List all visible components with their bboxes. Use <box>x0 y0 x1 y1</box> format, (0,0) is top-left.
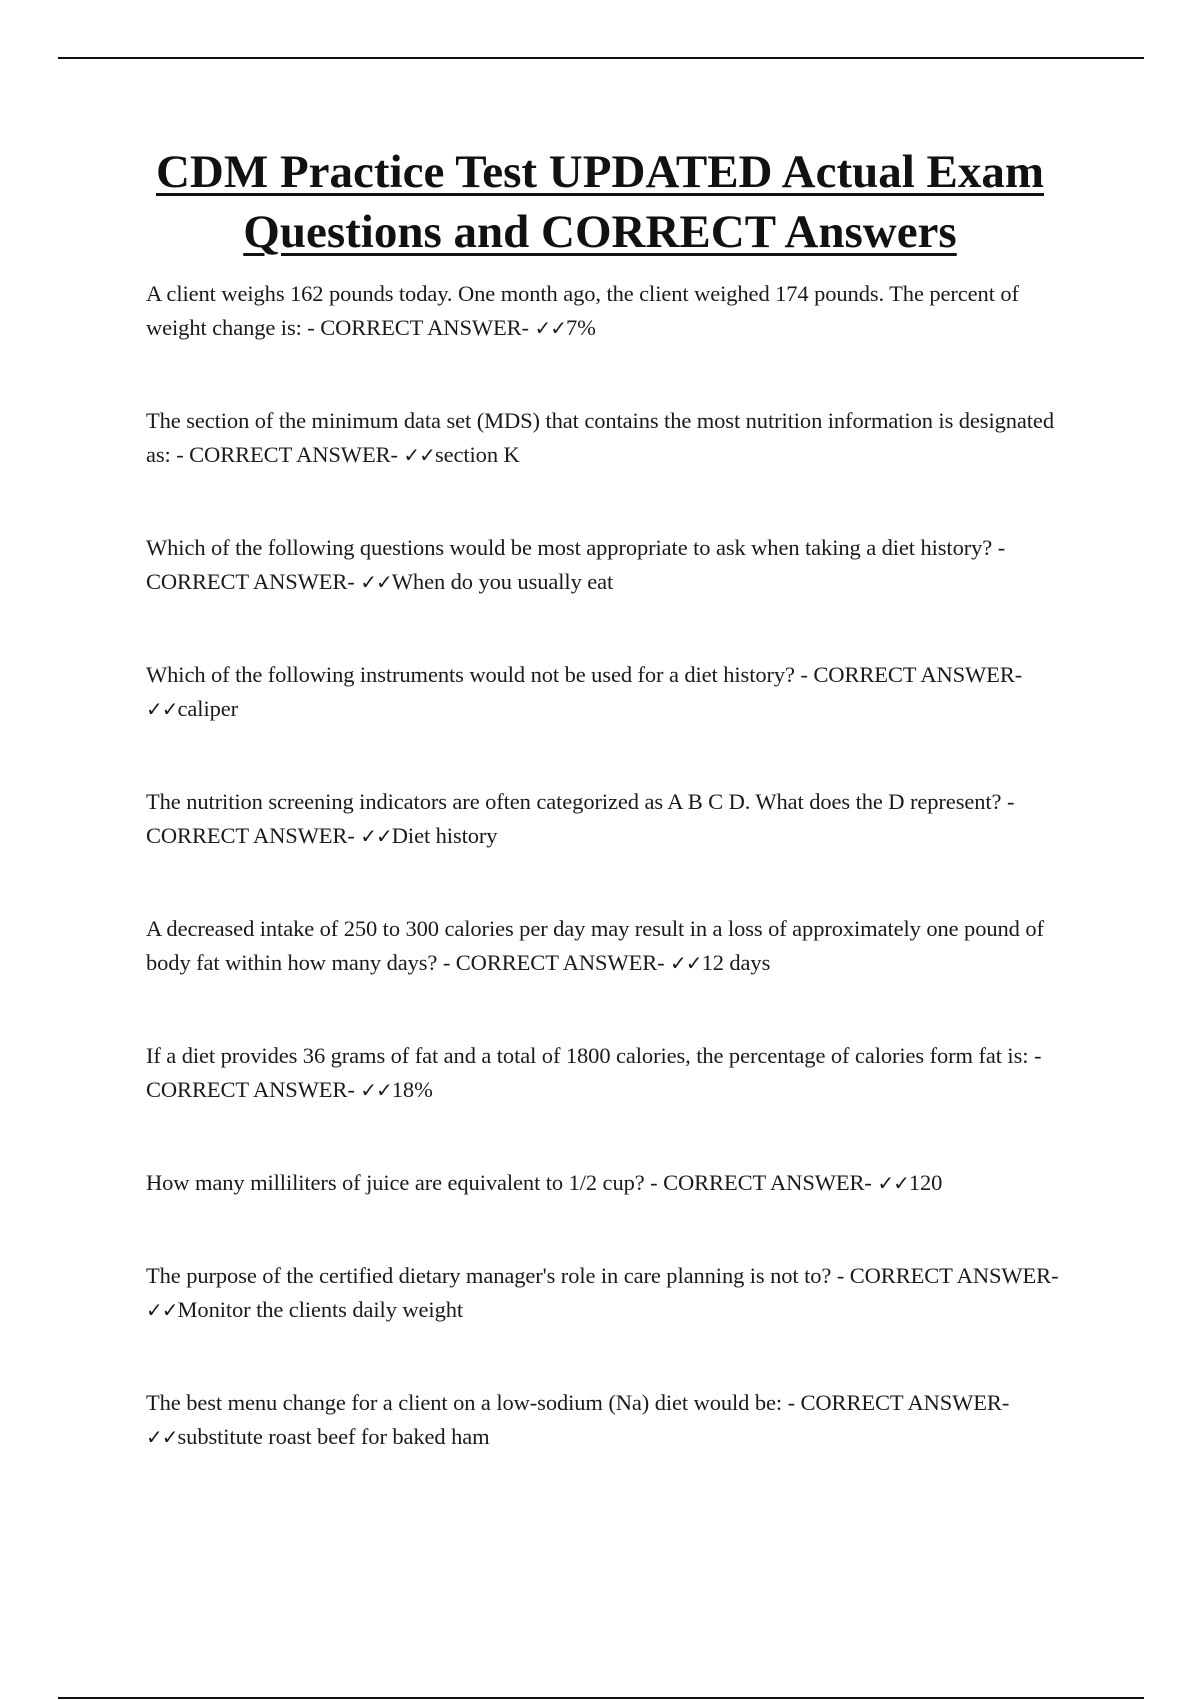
page-title: CDM Practice Test UPDATED Actual Exam Questions and CORRECT Answers <box>155 146 1045 258</box>
answer-text: section K <box>434 442 520 467</box>
answer-marker: - CORRECT ANSWER- <box>307 315 535 340</box>
answer-marker: - CORRECT ANSWER- <box>146 535 1006 594</box>
question-text: How many milliliters of juice are equivalent to 1/2 cup? <box>146 1170 645 1195</box>
answer-text: substitute roast beef for baked ham <box>177 1424 490 1449</box>
double-check-icon: ✓✓ <box>360 824 392 848</box>
question-text: Which of the following instruments would not be used for a diet history? <box>146 662 795 687</box>
answer-text: Diet history <box>391 823 498 848</box>
question-text: The best menu change for a client on a low-sodium (Na) diet would be: <box>146 1390 783 1415</box>
answer-text: caliper <box>177 696 239 721</box>
answer-text: 12 days <box>701 950 771 975</box>
qa-item <box>146 912 1066 1039</box>
qa-item <box>146 1166 1066 1259</box>
double-check-icon: ✓✓ <box>360 1078 392 1102</box>
answer-text: Monitor the clients daily weight <box>177 1297 464 1322</box>
qa-item <box>146 1386 1066 1513</box>
answer-marker: - CORRECT ANSWER- <box>176 442 404 467</box>
qa-item <box>146 658 1066 785</box>
answer-marker: - CORRECT ANSWER- <box>442 950 671 975</box>
bottom-rule <box>58 1697 1144 1699</box>
question-text: A client weighs 162 pounds today. One month ago, the client weighed 174 pounds. The percent of weight change is: <box>146 281 1019 340</box>
question-text: The nutrition screening indicators are often categorized as A B C D. What does the D represent? <box>146 789 1002 814</box>
answer-marker: - CORRECT ANSWER- <box>146 1043 1042 1102</box>
answer-text: 18% <box>391 1077 433 1102</box>
answer-marker: - CORRECT ANSWER- <box>836 1263 1059 1288</box>
double-check-icon: ✓✓ <box>403 443 435 467</box>
double-check-icon: ✓✓ <box>146 1298 178 1322</box>
answer-marker: - CORRECT ANSWER- <box>146 789 1015 848</box>
answer-text: 120 <box>908 1170 943 1195</box>
question-text: A decreased intake of 250 to 300 calories per day may result in a loss of approximately one pound of body fat within how many days? <box>146 916 1044 975</box>
qa-list <box>146 277 1066 1513</box>
question-text: If a diet provides 36 grams of fat and a total of 1800 calories, the percentage of calories form fat is: <box>146 1043 1029 1068</box>
double-check-icon: ✓✓ <box>146 697 178 721</box>
answer-text: 7% <box>566 315 596 340</box>
double-check-icon: ✓✓ <box>360 570 392 594</box>
double-check-icon: ✓✓ <box>534 316 566 340</box>
question-text: The purpose of the certified dietary manager's role in care planning is not to? <box>146 1263 832 1288</box>
answer-marker: - CORRECT ANSWER- <box>650 1170 878 1195</box>
answer-marker: - CORRECT ANSWER- <box>787 1390 1010 1415</box>
double-check-icon: ✓✓ <box>146 1425 178 1449</box>
question-text: The section of the minimum data set (MDS) that contains the most nutrition information is designated as: <box>146 408 1054 467</box>
top-rule <box>58 57 1144 59</box>
answer-marker: - CORRECT ANSWER- <box>800 662 1023 687</box>
double-check-icon: ✓✓ <box>877 1171 909 1195</box>
qa-item <box>146 404 1066 531</box>
qa-item <box>146 277 1066 404</box>
double-check-icon: ✓✓ <box>670 951 702 975</box>
question-text: Which of the following questions would be most appropriate to ask when taking a diet history? <box>146 535 993 560</box>
answer-text: When do you usually eat <box>391 569 614 594</box>
qa-item <box>146 531 1066 658</box>
qa-item <box>146 785 1066 912</box>
qa-item <box>146 1039 1066 1166</box>
qa-item <box>146 1259 1066 1386</box>
